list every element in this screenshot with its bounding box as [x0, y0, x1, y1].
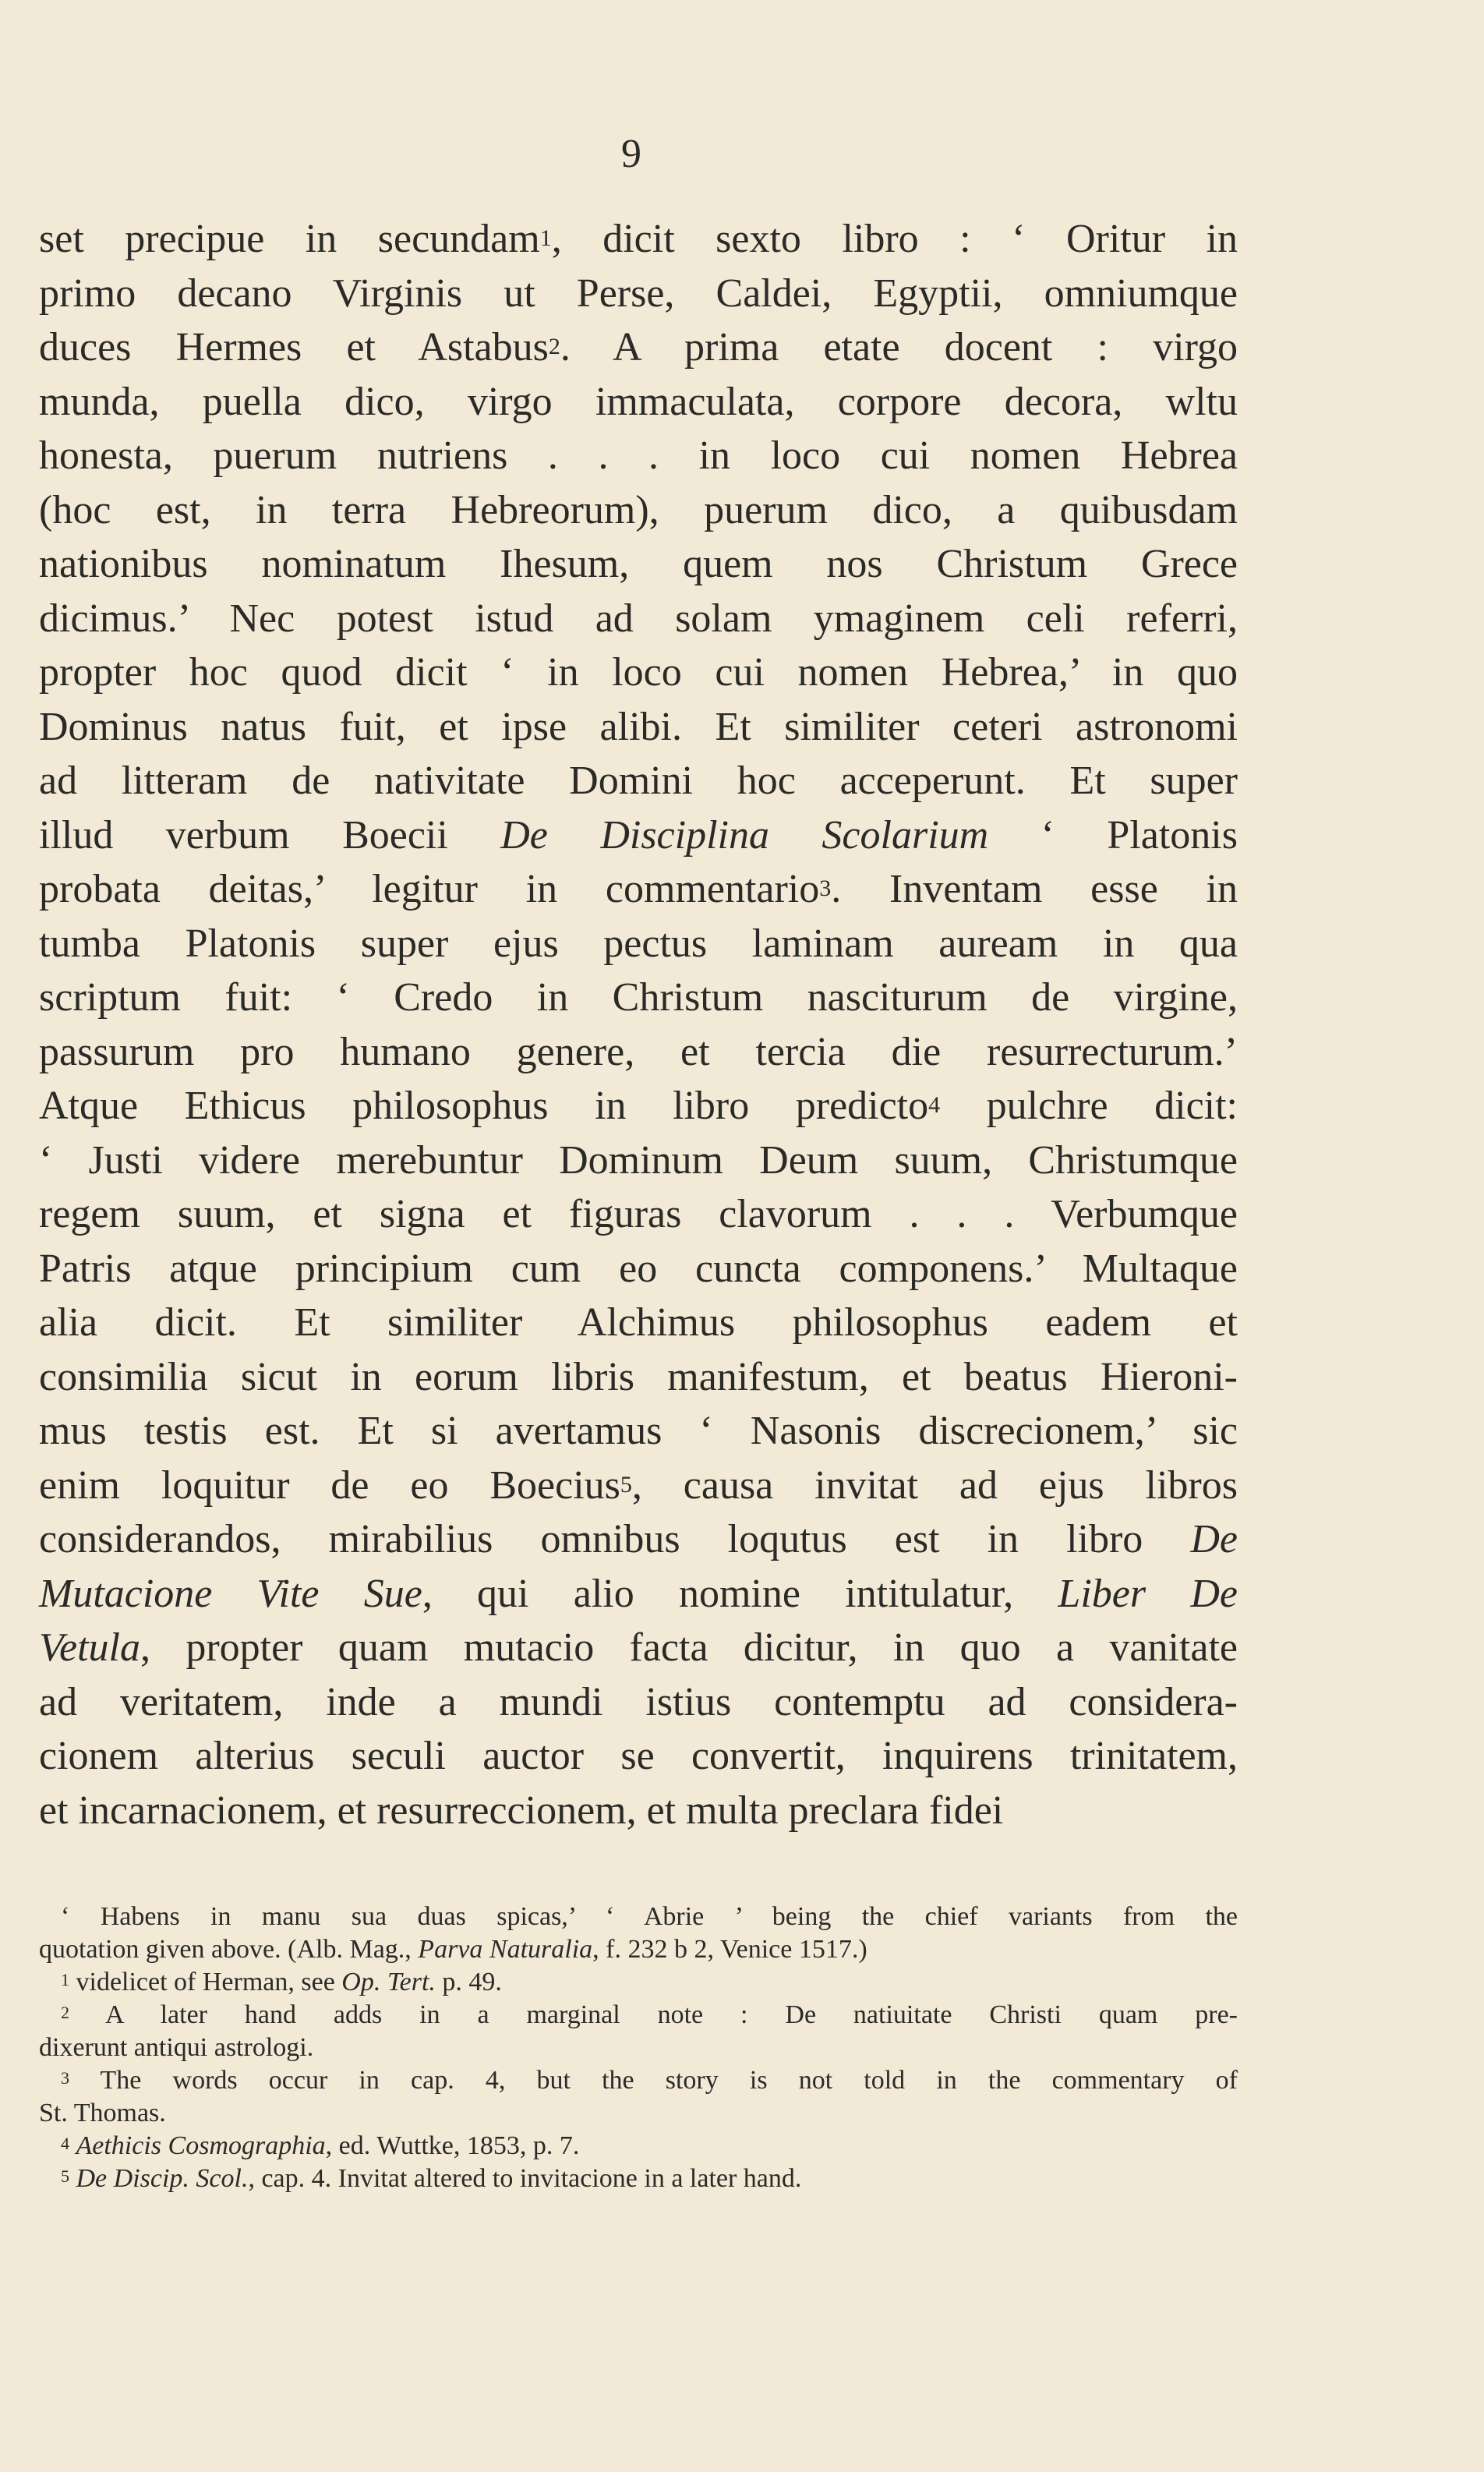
footnote-line: $^3$ The words occur in cap. 4, but the story is not told in the commentary of [61, 2066, 1238, 2095]
footnote-line: $^2$ A later hand adds in a marginal note : De natiuitate Christi quam pre- [61, 2000, 1238, 2029]
footnotes [39, 1901, 1238, 2195]
footnote-line: $^1$ videlicet of Herman, see Op. Tert. p. 49. [61, 1968, 502, 1996]
text-line: Vetula, propter quam mutacio facta dicitur, in quo a vanitate [39, 1625, 1238, 1670]
text-line: regem suum, et signa et figuras clavorum . . . Verbumque [39, 1192, 1238, 1236]
text-line: ‘ Justi videre merebuntur Dominum Deum suum, Christumque [39, 1137, 1238, 1183]
main-text [39, 212, 1238, 1837]
text-line: set precipue in secundam$^1$, dicit sexto libro : ‘ Oritur in [39, 217, 1238, 261]
text-line: scriptum fuit: ‘ Credo in Christum nasciturum de virgine, [39, 975, 1238, 1020]
text-line: enim loquitur de eo Boecius$^5$, causa invitat ad ejus libros [39, 1462, 1238, 1508]
page-number: 9 [621, 132, 641, 176]
footnote-line: dixerunt antiqui astrologi. [39, 2033, 314, 2062]
footnote-line: $^5$ De Discip. Scol., cap. 4. Invitat altered to invitacione in a later hand. [61, 2164, 802, 2193]
text-line: duces Hermes et Astabus$^2$. A prima etate docent : virgo [39, 325, 1238, 370]
text-line: munda, puella dico, virgo immaculata, corpore decora, wltu [39, 379, 1238, 424]
text-line: tumba Platonis super ejus pectus laminam auream in qua [39, 921, 1238, 966]
text-line: illud verbum Boecii De Disciplina Scolarium ‘ Platonis [39, 812, 1238, 858]
text-line: (hoc est, in terra Hebreorum), puerum dico, a quibusdam [39, 487, 1238, 532]
footnote-line: $^4$ Aethicis Cosmographia, ed. Wuttke, 1853, p. 7. [61, 2131, 580, 2160]
text-line: probata deitas,’ legitur in commentario$^3$. Inventam esse in [39, 867, 1238, 911]
text-line: Mutacione Vite Sue, qui alio nomine intitulatur, Liber De [39, 1571, 1238, 1616]
text-line: honesta, puerum nutriens . . . in loco cui nomen Hebrea [39, 433, 1238, 478]
text-line: cionem alterius seculi auctor se convertit, inquirens trinitatem, [39, 1734, 1238, 1778]
text-line: passurum pro humano genere, et tercia die resurrecturum.’ [39, 1029, 1238, 1074]
text-line: primo decano Virginis ut Perse, Caldei, Egyptii, omniumque [39, 271, 1238, 316]
text-line: Patris atque principium cum eo cuncta componens.’ Multaque [39, 1246, 1238, 1291]
text-line: propter hoc quod dicit ‘ in loco cui nomen Hebrea,’ in quo [39, 650, 1238, 695]
footnote-line: quotation given above. (Alb. Mag., Parva Naturalia, f. 232 b 2, Venice 1517.) [39, 1935, 867, 1964]
text-line: dicimus.’ Nec potest istud ad solam ymaginem celi referri, [39, 596, 1238, 641]
text-line: mus testis est. Et si avertamus ‘ Nasonis discrecionem,’ sic [39, 1409, 1238, 1453]
footnote-line: St. Thomas. [39, 2099, 166, 2127]
text-line: consimilia sicut in eorum libris manifestum, et beatus Hieroni- [39, 1354, 1238, 1399]
text-line: Dominus natus fuit, et ipse alibi. Et similiter ceteri astronomi [39, 704, 1238, 749]
text-line: nationibus nominatum Ihesum, quem nos Christum Grece [39, 542, 1238, 586]
text-line: ad veritatem, inde a mundi istius contemptu ad considera- [39, 1679, 1238, 1724]
text-line: ad litteram de nativitate Domini hoc acceperunt. Et super [39, 759, 1238, 803]
footnote-line: ‘ Habens in manu sua duas spicas,’ ‘ Abrie ’ being the chief variants from the [61, 1902, 1238, 1931]
text-line: considerandos, mirabilius omnibus loqutus est in libro De [39, 1517, 1238, 1561]
text-line: et incarnacionem, et resurreccionem, et multa preclara fidei [39, 1788, 1004, 1833]
text-line: alia dicit. Et similiter Alchimus philosophus eadem et [39, 1300, 1238, 1345]
text-line: Atque Ethicus philosophus in libro predicto$^4$ pulchre dicit: [39, 1084, 1238, 1128]
